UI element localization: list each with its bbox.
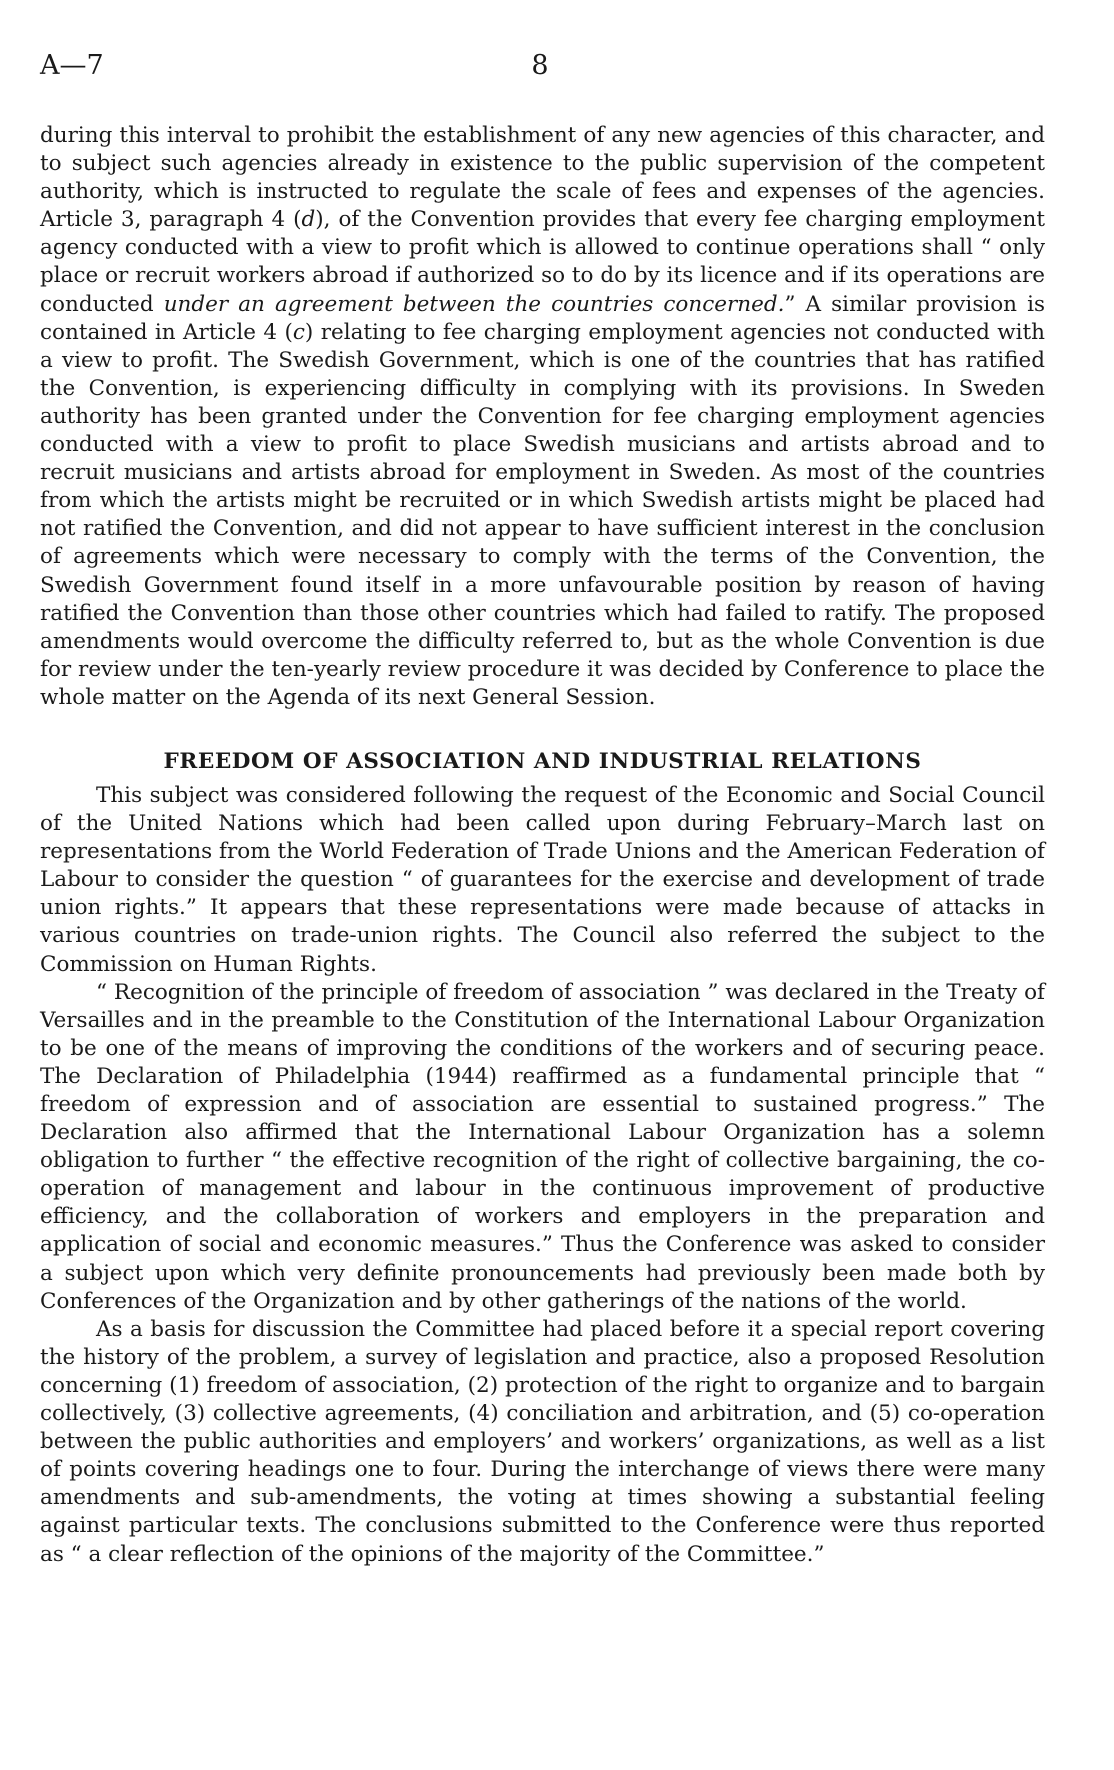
text-run: ” A similar provision is contained in Article 4 ( — [40, 291, 1045, 345]
italic-run: d — [301, 207, 316, 233]
page-reference: A—7 — [40, 50, 104, 81]
document-body — [40, 122, 1045, 1569]
paragraph-basis-for-discussion: As a basis for discussion the Committee had placed before it a special report covering the history of the problem, a survey of legislation and practice, also a proposed Resolution concerning (1) freedom of association, (2) protection of the right to organize and to bargain collectively, (3) collective agreements, (4) conciliation and arbitration, and (5) co-operation between the public authorities and employers’ and workers’ organizations, as well as a list of points covering headings one to four. During the interchange of views there were many amendments and sub-amendments, the voting at times showing a substantial feeling against particular texts. The conclusions submitted to the Conference were thus reported as “ a clear reflection of the opinions of the majority of the Committee.” — [40, 1316, 1045, 1567]
page-number: 8 — [531, 50, 549, 81]
text-run: ) relating to fee charging employment agencies not conducted with a view to profit. The Swedish Government, which is one of the countries that has ratified the Convention, is experiencing difficulty in complying with its provisions. In Sweden authority has been granted under the Convention for fee charging employment agencies conducted with a view to profit to place Swedish musicians and artists abroad and to recruit musicians and artists abroad for employment in Sweden. As most of the countries from which the artists might be recruited or in which Swedish artists might be placed had not ratified the Convention, and did not appear to have sufficient interest in the conclusion of agreements which were necessary to comply with the terms of the Convention, the Swedish Government found itself in a more unfavourable position by reason of having ratified the Convention than those other countries which had failed to ratify. The proposed amendments would overcome the difficulty referred to, but as the whole Convention is due for review under the ten-yearly review procedure it was decided by Conference to place the whole matter on the Agenda of its next General Session. — [40, 319, 1046, 710]
section-heading: FREEDOM OF ASSOCIATION AND INDUSTRIAL RELATIONS — [163, 748, 922, 774]
page-header — [40, 50, 1040, 86]
paragraph-continued-convention — [40, 122, 1045, 712]
italic-run: c — [292, 319, 305, 345]
italic-run: under an agreement between the countries concerned. — [163, 291, 785, 317]
text-run: during this interval to prohibit the establishment of any new agencies of this character, and to subject such agencies already in existence to the public supervision of the competent authority, which is instructed to regulate the scale of fees and expenses of the agencies. Article 3, paragraph 4 ( — [40, 123, 1045, 233]
paragraph-subject: This subject was considered following the request of the Economic and Social Council of the United Nations which had been called upon during February–March last on representations from the World Federation of Trade Unions and the American Federation of Labour to consider the question “ of guarantees for the exercise and development of trade union rights.” It appears that these representations were made because of attacks in various countries on trade-union rights. The Council also referred the subject to the Commission on Human Rights. — [40, 782, 1045, 977]
paragraph-recognition: “ Recognition of the principle of freedom of association ” was declared in the Treaty of Versailles and in the preamble to the Constitution of the International Labour Organization to be one of the means of improving the conditions of the workers and of securing peace. The Declaration of Philadelphia (1944) reaffirmed as a fundamental principle that “ freedom of expression and of association are essential to sustained progress.” The Declaration also affirmed that the International Labour Organization has a solemn obligation to further “ the effective recognition of the right of collective bargaining, the co-operation of management and labour in the continuous improvement of productive efficiency, and the collaboration of workers and employers in the preparation and application of social and economic measures.” Thus the Conference was asked to consider a subject upon which very definite pronouncements had previously been made both by Conferences of the Organization and by other gatherings of the nations of the world. — [40, 979, 1045, 1314]
text-run: ), of the Convention provides that every fee charging employment agency conducted with a view to profit which is allowed to continue operations shall “ only place or recruit workers abroad if authorized so to do by its licence and if its operations are conducted — [40, 207, 1045, 317]
